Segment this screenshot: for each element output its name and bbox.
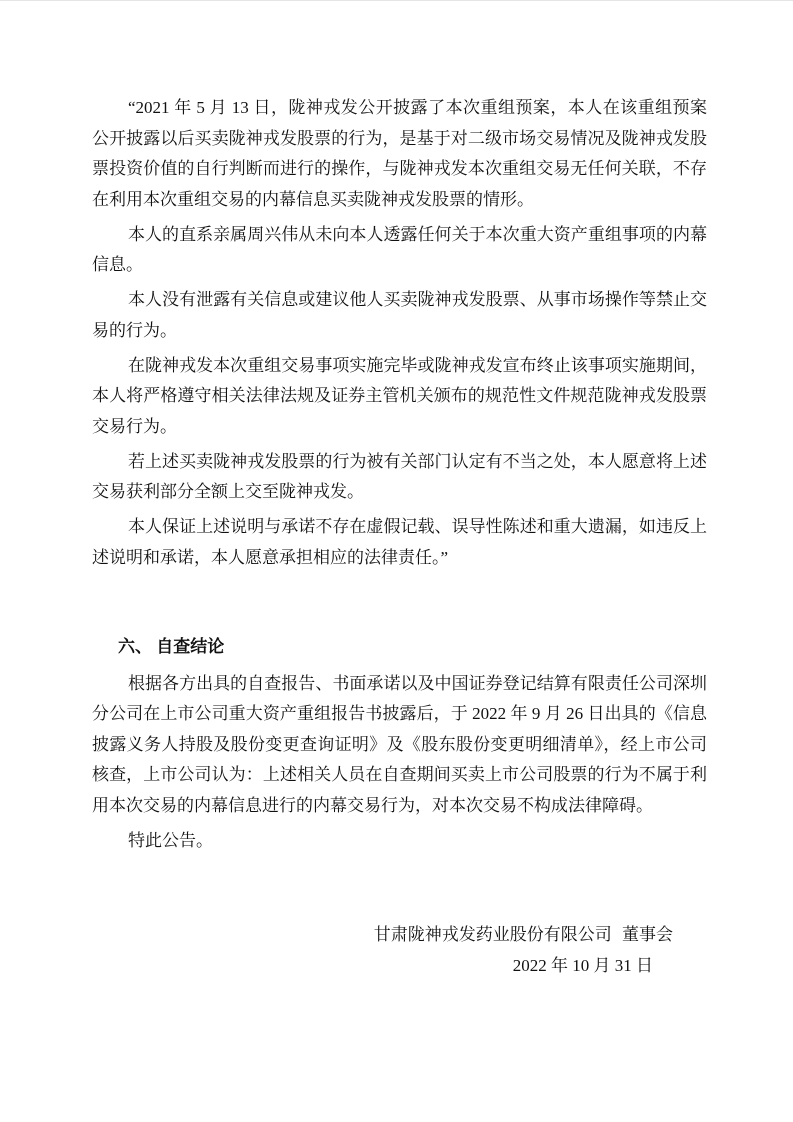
- section-heading-self-inspection-conclusion: 六、 自查结论: [118, 637, 225, 656]
- commitment-quote-section: [92, 93, 707, 573]
- signature-date-line: 2022 年 10 月 31 日: [512, 955, 653, 975]
- conclusion-section: [92, 669, 707, 857]
- signature-block: [92, 920, 707, 981]
- conclusion-paragraph: 根据各方出具的自查报告、书面承诺以及中国证券登记结算有限责任公司深圳分公司在上市公司重大资产重组报告书披露后，于 2022 年 9 月 26 日出具的《信息披露义务人持股及股份变更查询证明》及《股东股份变更明细清单》，经上市公司核查，上市公司认为：上述相关人员在自查期间买卖上市公司股票的行为不属于利用本次交易的内幕信息进行的内幕交易行为，对本次交易不构成法律障碍。: [92, 673, 707, 815]
- closing-announcement-line: 特此公告。: [128, 830, 213, 850]
- signature-company-line: 甘肃陇神戎发药业股份有限公司 董事会: [373, 925, 673, 944]
- quote-paragraph-1: “2021 年 5 月 13 日，陇神戎发公开披露了本次重组预案，本人在该重组预案公开披露以后买卖陇神戎发股票的行为，是基于对二级市场交易情况及陇神戎发股票投资价值的自行判断而进行的操作，与陇神戎发本次重组交易无任何关联，不存在利用本次重组交易的内幕信息买卖陇神戎发股票的情形。: [92, 98, 707, 209]
- quote-paragraph-4: 在陇神戎发本次重组交易事项实施完毕或陇神戎发宣布终止该事项实施期间，本人将严格遵守相关法律法规及证券主管机关颁布的规范性文件规范陇神戎发股票交易行为。: [92, 355, 707, 436]
- quote-paragraph-2: 本人的直系亲属周兴伟从未向本人透露任何关于本次重大资产重组事项的内幕信息。: [92, 224, 707, 274]
- quote-paragraph-6: 本人保证上述说明与承诺不存在虚假记载、误导性陈述和重大遗漏，如违反上述说明和承诺，本人愿意承担相应的法律责任。”: [92, 517, 707, 567]
- quote-paragraph-3: 本人没有泄露有关信息或建议他人买卖陇神戎发股票、从事市场操作等禁止交易的行为。: [92, 290, 707, 340]
- quote-paragraph-5: 若上述买卖陇神戎发股票的行为被有关部门认定有不当之处，本人愿意将上述交易获利部分全额上交至陇神戎发。: [92, 451, 707, 501]
